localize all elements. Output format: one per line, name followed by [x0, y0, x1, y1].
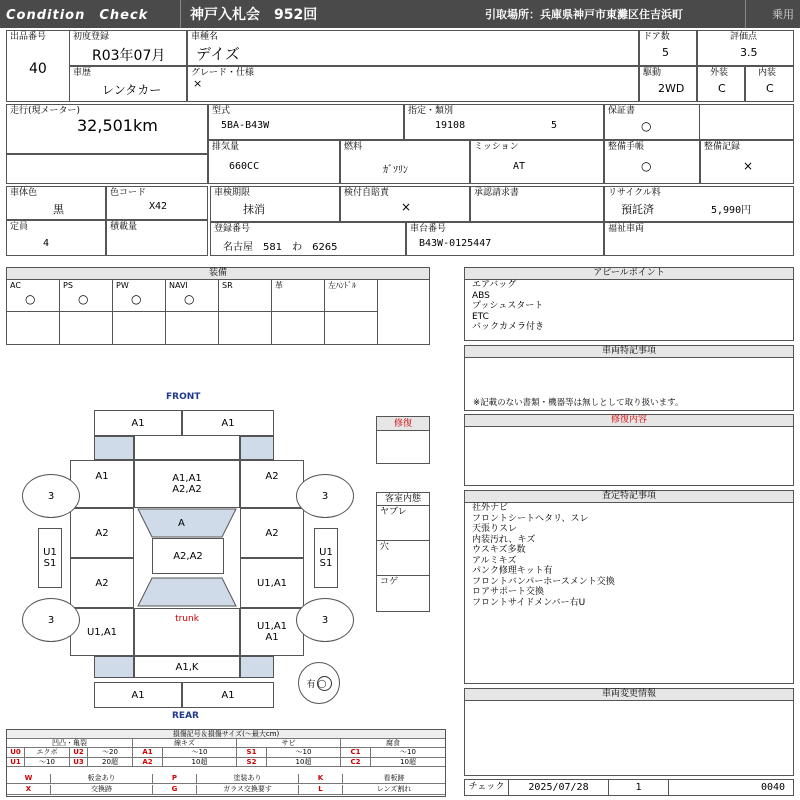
lot-number-label: 出品番号: [10, 32, 47, 42]
rear-door-left: A2: [70, 558, 134, 608]
special-panel: [464, 345, 794, 411]
equipment-item: [219, 280, 272, 312]
assessment-panel: [464, 490, 794, 684]
fuel: ｶﾞｿﾘﾝ: [383, 165, 408, 176]
history: レンタカー: [102, 83, 162, 97]
drive-box: [639, 66, 697, 102]
insurance-label: 検付自賠責: [344, 188, 390, 198]
score: 3.5: [740, 46, 758, 59]
exterior-label: 外装: [710, 68, 729, 78]
designation-label: 指定・類別: [408, 106, 454, 116]
exterior-box: [697, 66, 745, 102]
lot-number-box: [6, 30, 70, 102]
legend-desc: 板金あり: [51, 774, 153, 784]
front-label: FRONT: [166, 392, 201, 402]
taillamp-right: [240, 656, 274, 678]
spare-tire-icon: ◯: [317, 676, 332, 691]
displacement-label: 排気量: [212, 142, 240, 152]
cabin-item: [377, 541, 429, 576]
special-title: 車両特記事項: [465, 346, 793, 358]
grade: ×: [193, 77, 203, 90]
chassis-label: 車台番号: [410, 224, 447, 234]
capacity-label: 定員: [10, 222, 29, 232]
mileage: 32,501km: [77, 116, 158, 135]
legend-code: P: [153, 774, 197, 784]
cabin-center: [134, 558, 240, 608]
special-note: ※記載のない書類・機器等は無しとして取り扱います。: [473, 398, 684, 408]
change-panel: [464, 688, 794, 776]
assessment-item: フロントサイドメンバー右U: [472, 597, 586, 608]
assessment-item: 内装汚れ、キズ: [472, 534, 536, 545]
legend-desc: レンズ割れ: [343, 785, 445, 795]
chassis: B43W-0125447: [419, 238, 492, 249]
legend-row: [7, 748, 445, 758]
front-door-left: A2: [70, 508, 134, 558]
transmission: AT: [513, 161, 526, 172]
model-name: デイズ: [196, 45, 240, 63]
body-color-box: [6, 186, 106, 220]
legend-desc: 20超: [88, 758, 133, 768]
legend-desc: 10超: [163, 758, 237, 768]
insurance-box: [340, 186, 470, 222]
legend-row: [7, 758, 445, 768]
front-fender-left: A1: [70, 460, 134, 508]
equipment-value: ○: [25, 292, 36, 306]
legend-header: 線キズ: [133, 739, 237, 747]
body-color: 黒: [53, 203, 64, 216]
quarter-panel-right: U1,A1 A1: [240, 608, 304, 656]
mileage-extra-box: [6, 154, 208, 184]
check-code: 0040: [760, 782, 786, 793]
history-label: 車歴: [73, 68, 92, 78]
assessment-item: アルミキズ: [472, 555, 517, 566]
designation: 19108: [435, 120, 466, 131]
sill-right: U1 S1: [314, 528, 338, 588]
roof: A2,A2: [152, 538, 224, 574]
legend-code: X: [7, 785, 51, 795]
interior-label: 内装: [758, 68, 777, 78]
assessment-item: フロントバンパーホースメント交換: [472, 576, 615, 587]
equipment-value: ○: [184, 292, 195, 306]
assessment-item: フロントシートヘタリ、スレ: [472, 513, 589, 524]
cabin-condition-box: [376, 492, 430, 612]
legend-desc: 10超: [267, 758, 341, 768]
front-fender-right: A2: [240, 460, 304, 508]
equipment-label: 左ﾊﾝﾄﾞﾙ: [328, 281, 356, 290]
equipment-item: [113, 280, 166, 312]
legend-desc: エクボ: [25, 748, 70, 758]
assessment-item: 天張りスレ: [472, 524, 518, 534]
vehicle-type: 乗用: [772, 8, 794, 21]
legend-code: A1: [133, 748, 163, 758]
legend-desc: ～10: [25, 758, 70, 768]
damage-legend: [6, 729, 446, 797]
appeal-item: エアバッグ: [472, 280, 517, 290]
equipment-item: [272, 280, 325, 312]
sill-left: U1 S1: [38, 528, 62, 588]
exterior-grade: C: [718, 82, 726, 95]
headlamp-left: [94, 436, 134, 460]
rear-bumper-left: A1: [94, 682, 182, 708]
front-bumper-right: A1: [182, 410, 274, 436]
color-code-box: [106, 186, 208, 220]
legend-headers: [7, 739, 445, 748]
maint-book-label: 整備手帳: [608, 142, 645, 152]
legend-desc: ～10: [163, 748, 237, 758]
assessment-item: ウスキズ多数: [472, 545, 526, 555]
recycle-fee: 5,990円: [711, 205, 752, 216]
auction-title: 神戸入札会 952回: [190, 7, 318, 23]
taillamp-left: [94, 656, 134, 678]
mileage-box: [6, 104, 208, 154]
legend-code: S2: [237, 758, 267, 768]
chassis-box: [406, 222, 604, 256]
interior-grade: C: [766, 82, 774, 95]
legend-desc: ～20: [88, 748, 133, 758]
assessment-item: パンク修理キット有: [472, 566, 553, 576]
header-divider: [180, 0, 181, 28]
recycle-box: [604, 186, 794, 222]
legend-code: S1: [237, 748, 267, 758]
first-registration-label: 初度登録: [73, 32, 110, 42]
appeal-item: プッシュスタート: [472, 301, 544, 311]
designation-box: [404, 104, 604, 140]
hood: A1,A1 A2,A2: [134, 460, 240, 508]
load-box: [106, 220, 208, 256]
maint-book-box: [604, 140, 700, 184]
header-bar: [0, 0, 800, 28]
legend-code: C2: [341, 758, 371, 768]
repair-mark-box: [376, 416, 430, 464]
equipment-item: [166, 280, 219, 312]
headlamp-right: [240, 436, 274, 460]
legend-row: [7, 774, 445, 784]
legend-desc: ～10: [267, 748, 341, 758]
equipment-label: NAVI: [169, 281, 188, 290]
appeal-panel: [464, 267, 794, 341]
body-color-label: 車体色: [10, 188, 38, 198]
legend-header: 腐食: [386, 739, 400, 747]
reg-no-label: 登録番号: [214, 224, 251, 234]
equipment-label: 革: [275, 281, 283, 290]
quarter-panel-left: U1,A1: [70, 608, 134, 656]
legend-desc: 10超: [371, 758, 445, 768]
displacement: 660CC: [229, 161, 260, 172]
approval-box: [470, 186, 604, 222]
legend-code: L: [299, 785, 343, 795]
header-divider: [745, 0, 746, 28]
legend-code: G: [153, 785, 197, 795]
assessment-item: 社外ナビ: [472, 503, 509, 513]
legend-desc: ガラス交換要す: [197, 785, 299, 795]
assessment-list: [472, 503, 615, 608]
repair-mark-label: 修復: [377, 417, 429, 431]
equipment-table: [6, 267, 430, 345]
fuel-box: [340, 140, 470, 184]
lot-number: 40: [29, 61, 47, 77]
assessment-item: ロアサポート交換: [472, 587, 545, 597]
recycle-status: 預託済: [621, 203, 654, 216]
rear-door-right: U1,A1: [240, 558, 304, 608]
equipment-label: AC: [10, 281, 21, 290]
legend-code: C1: [341, 748, 371, 758]
equipment-value: ○: [78, 292, 89, 306]
equipment-label: PW: [116, 281, 129, 290]
legend-desc: 塗装あり: [197, 774, 299, 784]
welfare-label: 福祉車両: [608, 224, 645, 234]
equipment-title: 装備: [7, 268, 429, 280]
transmission-box: [470, 140, 604, 184]
cabin-item: [377, 506, 429, 541]
first-registration: R03年07月: [92, 48, 166, 64]
rear-label: REAR: [172, 711, 199, 721]
maint-record: ×: [743, 159, 754, 173]
capacity: 4: [43, 238, 50, 249]
windshield-shape: [134, 508, 240, 538]
tire-front-right: 3: [296, 474, 354, 518]
cabin-item-label: 穴: [380, 542, 390, 552]
tire-front-left: 3: [22, 474, 80, 518]
change-title: 車両変更情報: [465, 689, 793, 701]
category: 5: [551, 120, 558, 131]
displacement-box: [208, 140, 340, 184]
equipment-row: [7, 280, 431, 312]
cabin-condition-label: 客室内態: [377, 493, 429, 506]
recycle-label: リサイクル料: [608, 188, 661, 198]
windshield-code: A: [178, 518, 185, 529]
legend-header: 凹凸・亀裂: [7, 739, 133, 747]
check-count: 1: [609, 780, 669, 795]
legend-code: W: [7, 774, 51, 784]
rear-bumper-right: A1: [182, 682, 274, 708]
legend-code: U2: [70, 748, 88, 758]
tire-rear-left: 3: [22, 598, 80, 642]
model-code-box: [208, 104, 404, 140]
grade-label: グレード・仕様: [191, 68, 255, 78]
front-panel: [134, 436, 240, 460]
appeal-item: ETC: [472, 311, 489, 322]
appeal-item: バックカメラ付き: [472, 322, 545, 332]
repair-panel: [464, 414, 794, 486]
equipment-item: [325, 280, 378, 312]
legend-title: 損傷記号＆損傷サイズ(～最大cm): [7, 730, 445, 739]
legend-desc: 看板跡: [343, 774, 445, 784]
equipment-item: [60, 280, 113, 312]
spare-tire-label: 有: [306, 679, 316, 690]
score-box: [697, 30, 794, 66]
approval-label: 承認請求書: [474, 188, 520, 198]
equipment-value: ○: [131, 292, 142, 306]
warranty-label: 保証書: [608, 106, 636, 116]
reg-no: 名古屋 581 わ 6265: [223, 242, 338, 253]
welfare-box: [604, 222, 794, 256]
transmission-label: ミッション: [474, 142, 519, 152]
warranty-divider: [699, 104, 700, 140]
legend-code: U1: [7, 758, 25, 768]
interior-box: [745, 66, 794, 102]
spare-tire: [298, 662, 340, 704]
score-label: 評価点: [730, 32, 758, 42]
appeal-list: [472, 280, 544, 333]
warranty: ○: [641, 119, 652, 133]
pickup-location: 引取場所：兵庫県神戸市東灘区住吉浜町: [485, 8, 683, 21]
cabin-item: [377, 576, 429, 611]
legend-desc: 交換跡: [51, 785, 153, 795]
model-name-label: 車種名: [191, 32, 219, 42]
legend-desc: ～10: [371, 748, 445, 758]
cabin-item-label: ヤブレ: [380, 507, 407, 517]
capacity-box: [6, 220, 106, 256]
maint-record-box: [700, 140, 794, 184]
trunk-area: [134, 608, 240, 656]
load-label: 積載量: [110, 222, 138, 232]
model-code: 5BA-B43W: [221, 120, 270, 131]
first-registration-box: [69, 30, 187, 66]
legend-code: U0: [7, 748, 25, 758]
check-date: 2025/07/28: [509, 780, 609, 795]
trunk-label: trunk: [175, 614, 199, 624]
insurance: ×: [401, 200, 412, 214]
cabin-item-label: コゲ: [380, 577, 399, 587]
doors-label: ドア数: [643, 32, 670, 42]
maint-book: ○: [641, 159, 652, 173]
inspection: 抹消: [243, 203, 265, 216]
legend-code: U3: [70, 758, 88, 768]
check-label: チェック: [465, 780, 509, 795]
equipment-label: PS: [63, 281, 73, 290]
legend-code: K: [299, 774, 343, 784]
equipment-blank-row: [7, 312, 378, 345]
appeal-title: アピールポイント: [465, 268, 793, 280]
doors-box: [639, 30, 697, 66]
model-code-label: 型式: [212, 106, 231, 116]
history-box: [69, 66, 187, 102]
assessment-title: 査定特記事項: [465, 491, 793, 503]
legend-code: A2: [133, 758, 163, 768]
model-name-box: [187, 30, 639, 66]
color-code-label: 色コード: [110, 188, 147, 198]
appeal-item: ABS: [472, 290, 490, 301]
legend-header: サビ: [237, 739, 341, 747]
reg-no-box: [210, 222, 406, 256]
check-bar: [464, 779, 794, 796]
equipment-label: SR: [222, 281, 233, 290]
drive-label: 駆動: [643, 68, 662, 78]
drive: 2WD: [658, 82, 685, 95]
color-code: X42: [149, 201, 168, 212]
brand-title: Condition Check: [6, 8, 149, 23]
maint-record-label: 整備記録: [704, 142, 741, 152]
front-bumper-left: A1: [94, 410, 182, 436]
rear-panel: A1,K: [134, 656, 240, 678]
fuel-label: 燃料: [344, 142, 363, 152]
repair-title: 修復内容: [465, 415, 793, 427]
inspection-label: 車検期限: [214, 188, 251, 198]
equipment-item: [7, 280, 60, 312]
doors: 5: [662, 46, 669, 59]
grade-box: [187, 66, 639, 102]
inspection-box: [210, 186, 340, 222]
mileage-label: 走行(現メーター): [10, 106, 81, 116]
front-door-right: A2: [240, 508, 304, 558]
tire-rear-right: 3: [296, 598, 354, 642]
legend-row: [7, 785, 445, 795]
